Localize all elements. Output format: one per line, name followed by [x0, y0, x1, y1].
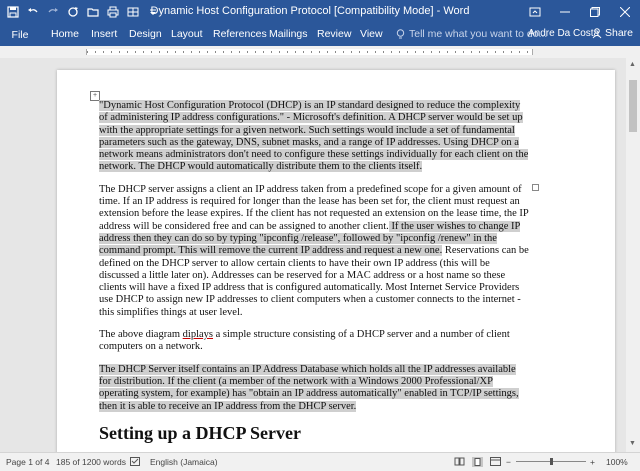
ruler-tick [231, 51, 232, 53]
ruler-tick [127, 51, 128, 53]
document-page[interactable] [57, 70, 615, 452]
ruler-tick [487, 51, 488, 53]
ruler-tick [455, 51, 456, 53]
ruler-tick [103, 51, 104, 53]
web-layout-icon[interactable] [490, 457, 501, 468]
ruler-tick [215, 51, 216, 53]
ruler-tick [319, 51, 320, 53]
ribbon-tabs [0, 24, 640, 46]
paragraph-lease [99, 184, 529, 319]
ruler-tick [471, 51, 472, 53]
ruler-tick [95, 51, 96, 53]
word-count[interactable]: 185 of 1200 words [56, 457, 126, 467]
ruler-tick [279, 51, 280, 53]
zoom-level[interactable]: 100% [606, 457, 628, 467]
ruler-tick [303, 51, 304, 53]
tell-me-box[interactable] [396, 28, 547, 40]
tab-layout[interactable]: Layout [171, 28, 203, 40]
zoom-slider-knob[interactable] [550, 458, 553, 465]
ruler-tick [527, 51, 528, 53]
ruler-tick [359, 51, 360, 53]
ruler-tick [351, 51, 352, 53]
heading-setup: Setting up a DHCP Server [99, 422, 301, 443]
tab-home[interactable]: Home [51, 28, 80, 40]
paragraph-text: The above diagram [99, 329, 183, 341]
ruler-tick [295, 51, 296, 53]
zoom-slider[interactable] [516, 461, 586, 462]
ruler-tick [199, 51, 200, 53]
maximize-icon[interactable] [580, 0, 610, 24]
vertical-scrollbar[interactable] [626, 58, 640, 452]
ruler-tick [159, 51, 160, 53]
quick-access-toolbar [4, 3, 162, 21]
ruler-tick [191, 51, 192, 53]
share-label: Share [605, 27, 634, 39]
proofing-icon[interactable] [130, 457, 140, 468]
ruler-tick [327, 51, 328, 53]
ruler-tick [407, 51, 408, 53]
ruler-tick [87, 51, 88, 53]
status-bar [0, 452, 640, 471]
ruler-tick [183, 51, 184, 53]
highlighted-text: The DHCP Server itself contains an IP Address Database which holds all the IP addresses available for distribution. If the client (a member of the network with a Windows 2000 Professional/XP operating system, for example) has "obtain an IP address automatically" enabled in TCP/IP settings, then it is able to receive an IP address from the DHCP server. [99, 363, 519, 412]
ruler-tick [143, 51, 144, 53]
read-mode-icon[interactable] [454, 457, 465, 468]
close-icon[interactable] [610, 0, 640, 24]
ruler-tick [391, 51, 392, 53]
ruler-tick [335, 51, 336, 53]
ruler-tick [511, 51, 512, 53]
zoom-in-icon[interactable]: + [590, 457, 595, 467]
redo-icon[interactable] [44, 3, 62, 21]
ruler-tick [119, 51, 120, 53]
ruler-tick [367, 51, 368, 53]
paragraph-text: a simple structure consisting of a DHCP server and a number of client computers on a network. [99, 329, 510, 353]
save-icon[interactable] [4, 3, 22, 21]
ruler-tick [423, 51, 424, 53]
ruler-tick [439, 51, 440, 53]
document-area [0, 58, 626, 452]
resize-handle[interactable] [532, 184, 539, 191]
highlighted-text: If the user wishes to change IP address then they can do so by typing "ipconfig /release", followed by "ipconfig /renew" in the command prompt. This will remove the current IP address and request a new one. [99, 220, 521, 257]
ruler-tick [175, 51, 176, 53]
highlighted-text: "Dynamic Host Configuration Protocol (DHCP) is an IP standard designed to reduce the complexity of administering IP address configurations." - Microsoft's definition. A DHCP server would be set up with the appropriate settings for a given network. Such settings would include a set of fundamental parameters such as the gateway, DNS, subnet masks, and a range of IP addresses. Using DHCP on a network means administrators don't need to configure these settings individually for each client on the network. The DHCP would automatically distribute them to the clients itself. [99, 100, 529, 173]
tell-me-placeholder: Tell me what you want to do... [409, 28, 548, 40]
document-body[interactable] [99, 100, 529, 452]
person-icon [592, 28, 602, 39]
print-layout-icon[interactable] [472, 457, 483, 469]
ruler-tick [311, 51, 312, 53]
paragraph-definition [99, 100, 529, 174]
window-controls [520, 0, 640, 24]
ruler-tick [383, 51, 384, 53]
ruler-tick [247, 51, 248, 53]
tab-design[interactable]: Design [129, 28, 162, 40]
ruler-tick [375, 51, 376, 53]
ruler-tick [415, 51, 416, 53]
ruler-tick [447, 51, 448, 53]
scroll-thumb[interactable] [629, 80, 637, 132]
ruler-tick [111, 51, 112, 53]
tab-mailings[interactable]: Mailings [269, 28, 308, 40]
paragraph-text: Reservations can be defined on the DHCP server to allow certain clients to have their own IP address (this will be discussed a little later on). Addresses can be reserved for a MAC address or a host name so these clients will have a fixed IP address that is configured automatically. Most Internet Service Providers use DHCP to assign new IP addresses to client computers when a customer connects to the internet - this simplifies things at user level. [99, 245, 529, 318]
scroll-down-icon[interactable]: ▼ [629, 440, 636, 447]
ruler-tick [399, 51, 400, 53]
tab-insert[interactable]: Insert [91, 28, 118, 40]
language[interactable]: English (Jamaica) [150, 457, 218, 467]
ruler-tick [271, 51, 272, 53]
paragraph-text: The DHCP server assigns a client an IP address taken from a predefined scope for a given amount of time. If an IP address is required for longer than the lease has been set for, the client must request an extension before the lease expires. If the client has not requested an extension on the lease time, the IP address will be considered free and can be assigned to another client. [99, 183, 529, 232]
page-count[interactable]: Page 1 of 4 [6, 457, 50, 467]
refresh-icon[interactable] [64, 3, 82, 21]
ruler-tick [255, 51, 256, 53]
ruler-tick [239, 51, 240, 53]
ruler-tick [479, 51, 480, 53]
tab-review[interactable]: Review [317, 28, 352, 40]
open-folder-icon[interactable] [84, 3, 102, 21]
tab-file[interactable]: File [11, 29, 29, 41]
tab-view[interactable]: View [360, 28, 383, 40]
zoom-out-icon[interactable]: − [506, 457, 511, 467]
ruler-tick [519, 51, 520, 53]
ruler-tick [207, 51, 208, 53]
paragraph-diagram [99, 329, 529, 354]
ruler-tick [151, 51, 152, 53]
ruler-tick [263, 51, 264, 53]
window-title: Dynamic Host Configuration Protocol [Compatibility Mode] - Word [150, 5, 470, 17]
ruler-tick [287, 51, 288, 53]
ruler-tick [495, 51, 496, 53]
undo-icon[interactable] [24, 3, 42, 21]
table-icon[interactable] [124, 3, 142, 21]
paragraph-server-database [99, 364, 529, 413]
share-button[interactable] [592, 27, 633, 39]
scroll-up-icon[interactable]: ▲ [629, 61, 636, 68]
ruler-tick [431, 51, 432, 53]
tab-references[interactable]: References [213, 28, 267, 40]
print-icon[interactable] [104, 3, 122, 21]
ruler-tick [343, 51, 344, 53]
table-move-handle-icon[interactable]: + [90, 91, 100, 101]
ribbon-display-options-icon[interactable] [520, 0, 550, 24]
title-bar [0, 0, 640, 24]
lightbulb-icon [396, 29, 405, 40]
minimize-icon[interactable] [550, 0, 580, 24]
ruler-tick [503, 51, 504, 53]
ruler-tick [463, 51, 464, 53]
misspelled-word[interactable]: diplays [182, 329, 214, 341]
ruler-tick [223, 51, 224, 53]
ruler-tick [135, 51, 136, 53]
ruler-tick [167, 51, 168, 53]
user-name[interactable]: Andre Da Costa [528, 28, 600, 39]
ruler-text-area [86, 49, 533, 55]
